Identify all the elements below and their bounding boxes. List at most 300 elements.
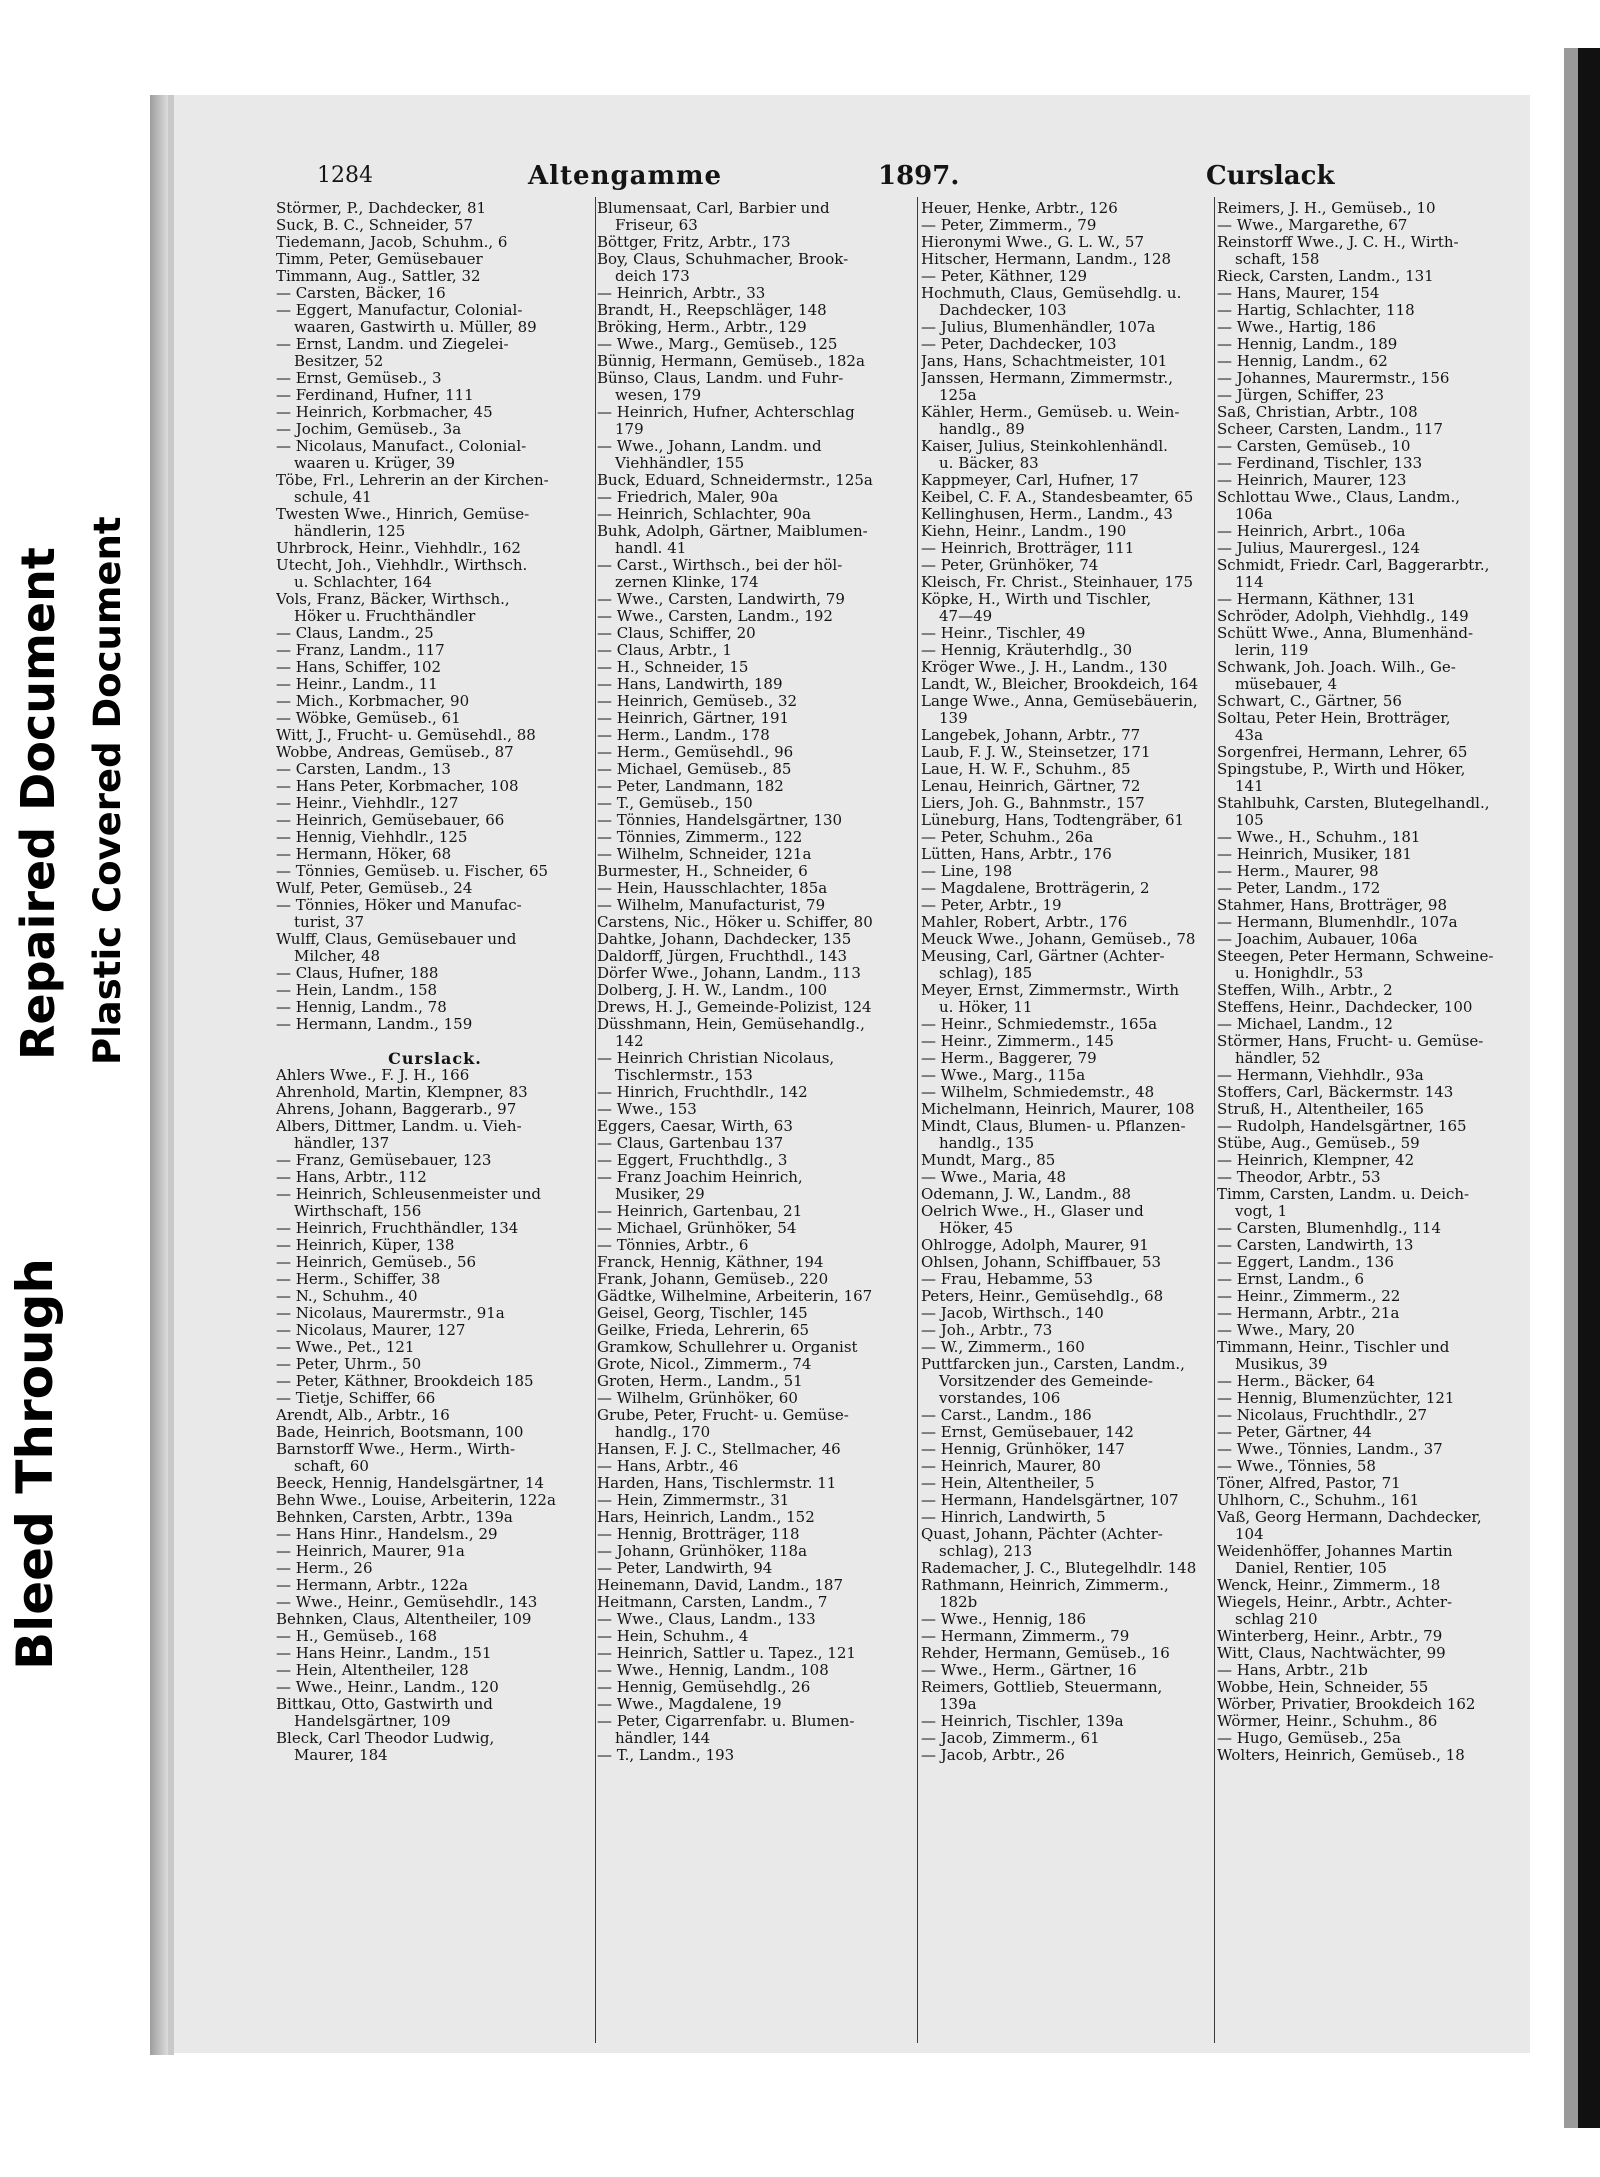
directory-entry: Höker, 45 bbox=[939, 1220, 1014, 1237]
directory-entry: handlg., 135 bbox=[939, 1135, 1035, 1152]
section-heading: Curslack. bbox=[388, 1050, 482, 1067]
directory-entry: — Hein, Landm., 158 bbox=[276, 982, 438, 999]
directory-entry: — Heinrich, Sattler u. Tapez., 121 bbox=[597, 1645, 856, 1662]
directory-entry: — Claus, Hufner, 188 bbox=[276, 965, 439, 982]
directory-entry: — Heinrich, Gemüsebauer, 66 bbox=[276, 812, 505, 829]
directory-entry: Ahrenhold, Martin, Klempner, 83 bbox=[276, 1084, 528, 1101]
directory-entry: Behnken, Carsten, Arbtr., 139a bbox=[276, 1509, 513, 1526]
directory-entry: Ohlsen, Johann, Schiffbauer, 53 bbox=[921, 1254, 1162, 1271]
column-divider bbox=[917, 197, 918, 2043]
directory-column-2 bbox=[597, 200, 915, 2040]
directory-entry: 141 bbox=[1235, 778, 1264, 795]
directory-entry: — Herm., Baggerer, 79 bbox=[921, 1050, 1097, 1067]
directory-entry: Heinemann, David, Landm., 187 bbox=[597, 1577, 844, 1594]
directory-entry: — Claus, Arbtr., 1 bbox=[597, 642, 732, 659]
directory-entry: Daldorff, Jürgen, Fruchthdl., 143 bbox=[597, 948, 848, 965]
directory-entry: — Hans Hinr., Handelsm., 29 bbox=[276, 1526, 498, 1543]
directory-entry: — Eggert, Fruchthdlg., 3 bbox=[597, 1152, 788, 1169]
directory-entry: — Julius, Blumenhändler, 107a bbox=[921, 319, 1156, 336]
directory-column-1 bbox=[276, 200, 594, 2040]
directory-entry: Lüneburg, Hans, Todtengräber, 61 bbox=[921, 812, 1185, 829]
directory-entry: — Wwe., H., Schuhm., 181 bbox=[1217, 829, 1421, 846]
directory-entry: — Heinr., Zimmerm., 22 bbox=[1217, 1288, 1401, 1305]
page-header bbox=[174, 157, 1530, 197]
directory-entry: — H., Schneider, 15 bbox=[597, 659, 749, 676]
directory-entry: — Herm., 26 bbox=[276, 1560, 373, 1577]
directory-entry: Liers, Joh. G., Bahnmstr., 157 bbox=[921, 795, 1145, 812]
directory-entry: Wulf, Peter, Gemüseb., 24 bbox=[276, 880, 473, 897]
directory-entry: 182b bbox=[939, 1594, 978, 1611]
directory-entry: Eggers, Caesar, Wirth, 63 bbox=[597, 1118, 793, 1135]
directory-entry: — Heinrich, Küper, 138 bbox=[276, 1237, 455, 1254]
directory-entry: — Wwe., Tönnies, Landm., 37 bbox=[1217, 1441, 1443, 1458]
directory-entry: — Wwe., Hartig, 186 bbox=[1217, 319, 1376, 336]
directory-entry: — Wwe., Carsten, Landwirth, 79 bbox=[597, 591, 845, 608]
directory-entry: Hansen, F. J. C., Stellmacher, 46 bbox=[597, 1441, 841, 1458]
directory-entry: Maurer, 184 bbox=[294, 1747, 388, 1764]
directory-entry: Hochmuth, Claus, Gemüsehdlg. u. bbox=[921, 285, 1182, 302]
directory-entry: Boy, Claus, Schuhmacher, Brook- bbox=[597, 251, 849, 268]
directory-entry: — Wwe., Pet., 121 bbox=[276, 1339, 415, 1356]
directory-entry: Twesten Wwe., Hinrich, Gemüse- bbox=[276, 506, 530, 523]
directory-entry: Bade, Heinrich, Bootsmann, 100 bbox=[276, 1424, 524, 1441]
directory-entry: — Wöbke, Gemüseb., 61 bbox=[276, 710, 461, 727]
directory-entry: Wenck, Heinr., Zimmerm., 18 bbox=[1217, 1577, 1441, 1594]
directory-entry: — Joh., Arbtr., 73 bbox=[921, 1322, 1053, 1339]
directory-entry: — Tönnies, Arbtr., 6 bbox=[597, 1237, 749, 1254]
directory-entry: — Wwe., Magdalene, 19 bbox=[597, 1696, 782, 1713]
directory-entry: — Franz Joachim Heinrich, bbox=[597, 1169, 803, 1186]
directory-entry: — T., Gemüseb., 150 bbox=[597, 795, 753, 812]
directory-entry: — Wwe., Hennig, 186 bbox=[921, 1611, 1087, 1628]
directory-entry: Timm, Peter, Gemüsebauer bbox=[276, 251, 483, 268]
directory-entry: waaren u. Krüger, 39 bbox=[294, 455, 456, 472]
directory-entry: — Hein, Hausschlachter, 185a bbox=[597, 880, 828, 897]
directory-entry: — Michael, Gemüseb., 85 bbox=[597, 761, 792, 778]
directory-entry: — Wwe., 153 bbox=[597, 1101, 697, 1118]
directory-entry: — Claus, Landm., 25 bbox=[276, 625, 434, 642]
directory-entry: 47—49 bbox=[939, 608, 993, 625]
directory-column-4 bbox=[1217, 200, 1529, 2040]
directory-entry: Daniel, Rentier, 105 bbox=[1235, 1560, 1387, 1577]
directory-entry: 106a bbox=[1235, 506, 1273, 523]
directory-entry: schlag 210 bbox=[1235, 1611, 1318, 1628]
directory-entry: — Carsten, Gemüseb., 10 bbox=[1217, 438, 1411, 455]
directory-entry: — Wilhelm, Schmiedemstr., 48 bbox=[921, 1084, 1155, 1101]
directory-entry: — Heinrich, Schlachter, 90a bbox=[597, 506, 811, 523]
directory-entry: Köpke, H., Wirth und Tischler, bbox=[921, 591, 1152, 608]
directory-entry: Wobbe, Andreas, Gemüseb., 87 bbox=[276, 744, 514, 761]
directory-entry: Soltau, Peter Hein, Brotträger, bbox=[1217, 710, 1451, 727]
directory-entry: — Wwe., Carsten, Landm., 192 bbox=[597, 608, 833, 625]
directory-entry: — Peter, Schuhm., 26a bbox=[921, 829, 1094, 846]
directory-entry: — Herm., Gemüsehdl., 96 bbox=[597, 744, 794, 761]
directory-entry: Reimers, Gottlieb, Steuermann, bbox=[921, 1679, 1163, 1696]
directory-entry: — Peter, Zimmerm., 79 bbox=[921, 217, 1097, 234]
directory-entry: Brandt, H., Reepschläger, 148 bbox=[597, 302, 827, 319]
directory-column-3 bbox=[921, 200, 1236, 2040]
directory-entry: Wobbe, Hein, Schneider, 55 bbox=[1217, 1679, 1429, 1696]
directory-entry: — Heinr., Tischler, 49 bbox=[921, 625, 1086, 642]
directory-entry: — Carsten, Bäcker, 16 bbox=[276, 285, 446, 302]
directory-entry: Reinstorff Wwe., J. C. H., Wirth- bbox=[1217, 234, 1459, 251]
directory-entry: — Peter, Gärtner, 44 bbox=[1217, 1424, 1372, 1441]
directory-entry: — Hennig, Grünhöker, 147 bbox=[921, 1441, 1125, 1458]
page-edge-shadow bbox=[1564, 48, 1578, 2128]
directory-entry: Milcher, 48 bbox=[294, 948, 381, 965]
directory-entry: u. Schlachter, 164 bbox=[294, 574, 432, 591]
directory-entry: 43a bbox=[1235, 727, 1264, 744]
directory-entry: Steegen, Peter Hermann, Schweine- bbox=[1217, 948, 1494, 965]
directory-entry: Janssen, Hermann, Zimmermstr., bbox=[921, 370, 1173, 387]
scanner-border bbox=[1578, 48, 1600, 2128]
directory-entry: Lenau, Heinrich, Gärtner, 72 bbox=[921, 778, 1141, 795]
directory-entry: — Heinrich, Hufner, Achterschlag bbox=[597, 404, 855, 421]
directory-entry: Vorsitzender des Gemeinde- bbox=[939, 1373, 1153, 1390]
directory-entry: Rademacher, J. C., Blutegelhdlr. 148 bbox=[921, 1560, 1197, 1577]
directory-entry: Hars, Heinrich, Landm., 152 bbox=[597, 1509, 815, 1526]
directory-entry: — Hugo, Gemüseb., 25a bbox=[1217, 1730, 1401, 1747]
directory-entry: Witt, Claus, Nachtwächter, 99 bbox=[1217, 1645, 1446, 1662]
directory-entry: — Heinrich, Maurer, 80 bbox=[921, 1458, 1101, 1475]
directory-entry: — Nicolaus, Maurermstr., 91a bbox=[276, 1305, 505, 1322]
directory-entry: — Hermann, Arbtr., 122a bbox=[276, 1577, 468, 1594]
directory-entry: Behn Wwe., Louise, Arbeiterin, 122a bbox=[276, 1492, 556, 1509]
directory-entry: Groten, Herm., Landm., 51 bbox=[597, 1373, 803, 1390]
directory-entry: — Peter, Landm., 172 bbox=[1217, 880, 1381, 897]
directory-entry: — Herm., Landm., 178 bbox=[597, 727, 770, 744]
directory-entry: — Heinrich, Gartenbau, 21 bbox=[597, 1203, 803, 1220]
directory-entry: Weidenhöffer, Johannes Martin bbox=[1217, 1543, 1453, 1560]
directory-entry: — Wwe., Margarethe, 67 bbox=[1217, 217, 1408, 234]
directory-entry: — Heinrich, Musiker, 181 bbox=[1217, 846, 1412, 863]
directory-entry: Vols, Franz, Bäcker, Wirthsch., bbox=[276, 591, 510, 608]
directory-entry: deich 173 bbox=[615, 268, 690, 285]
directory-entry: — Wwe., Marg., Gemüseb., 125 bbox=[597, 336, 838, 353]
directory-entry: Scheer, Carsten, Landm., 117 bbox=[1217, 421, 1443, 438]
directory-entry: — Hans, Landwirth, 189 bbox=[597, 676, 783, 693]
directory-entry: Spingstube, P., Wirth und Höker, bbox=[1217, 761, 1466, 778]
directory-entry: Wörber, Privatier, Brookdeich 162 bbox=[1217, 1696, 1476, 1713]
directory-entry: — Hennig, Blumenzüchter, 121 bbox=[1217, 1390, 1455, 1407]
directory-entry: — Tönnies, Höker und Manufac- bbox=[276, 897, 522, 914]
directory-entry: — Wwe., Hennig, Landm., 108 bbox=[597, 1662, 829, 1679]
directory-entry: — Wwe., Johann, Landm. und bbox=[597, 438, 822, 455]
directory-entry: Behnken, Claus, Altentheiler, 109 bbox=[276, 1611, 532, 1628]
directory-entry: zernen Klinke, 174 bbox=[615, 574, 759, 591]
directory-entry: schlag), 185 bbox=[939, 965, 1033, 982]
directory-entry: — Hennig, Gemüsehdlg., 26 bbox=[597, 1679, 811, 1696]
directory-entry: Sorgenfrei, Hermann, Lehrer, 65 bbox=[1217, 744, 1468, 761]
directory-entry: — Wwe., Claus, Landm., 133 bbox=[597, 1611, 816, 1628]
directory-entry: Frank, Johann, Gemüseb., 220 bbox=[597, 1271, 829, 1288]
directory-entry: händler, 144 bbox=[615, 1730, 711, 1747]
directory-entry: — Franz, Landm., 117 bbox=[276, 642, 445, 659]
directory-entry: schaft, 60 bbox=[294, 1458, 369, 1475]
directory-entry: — Hermann, Landm., 159 bbox=[276, 1016, 473, 1033]
directory-entry: — Heinrich, Gemüseb., 32 bbox=[597, 693, 798, 710]
directory-entry: 125a bbox=[939, 387, 977, 404]
directory-entry: — Herm., Schiffer, 38 bbox=[276, 1271, 441, 1288]
directory-entry: Wulff, Claus, Gemüsebauer und bbox=[276, 931, 517, 948]
column-divider bbox=[595, 197, 596, 2043]
directory-entry: waaren, Gastwirth u. Müller, 89 bbox=[294, 319, 537, 336]
directory-entry: Laub, F. J. W., Steinsetzer, 171 bbox=[921, 744, 1151, 761]
directory-entry: Dahtke, Johann, Dachdecker, 135 bbox=[597, 931, 852, 948]
directory-entry: — Carsten, Landwirth, 13 bbox=[1217, 1237, 1414, 1254]
directory-entry: Schwank, Joh. Joach. Wilh., Ge- bbox=[1217, 659, 1456, 676]
directory-entry: schlag), 213 bbox=[939, 1543, 1033, 1560]
directory-entry: — Eggert, Landm., 136 bbox=[1217, 1254, 1394, 1271]
directory-entry: — Heinrich, Klempner, 42 bbox=[1217, 1152, 1415, 1169]
directory-entry: Carstens, Nic., Höker u. Schiffer, 80 bbox=[597, 914, 873, 931]
directory-entry: Timm, Carsten, Landm. u. Deich- bbox=[1217, 1186, 1470, 1203]
directory-entry: — Heinrich, Arbtr., 33 bbox=[597, 285, 766, 302]
directory-entry: Gädtke, Wilhelmine, Arbeiterin, 167 bbox=[597, 1288, 873, 1305]
directory-entry: — Nicolaus, Maurer, 127 bbox=[276, 1322, 466, 1339]
directory-entry: — Line, 198 bbox=[921, 863, 1013, 880]
directory-entry: — Hans, Arbtr., 46 bbox=[597, 1458, 739, 1475]
directory-entry: Musiker, 29 bbox=[615, 1186, 705, 1203]
directory-entry: Lange Wwe., Anna, Gemüsebäuerin, bbox=[921, 693, 1198, 710]
directory-entry: Ohlrogge, Adolph, Maurer, 91 bbox=[921, 1237, 1149, 1254]
directory-entry: handlg., 170 bbox=[615, 1424, 711, 1441]
directory-entry: Bröking, Herm., Arbtr., 129 bbox=[597, 319, 807, 336]
directory-entry: — Heinr., Landm., 11 bbox=[276, 676, 438, 693]
directory-entry: u. Bäcker, 83 bbox=[939, 455, 1039, 472]
directory-entry: Handelsgärtner, 109 bbox=[294, 1713, 451, 1730]
directory-entry: Bünnig, Hermann, Gemüseb., 182a bbox=[597, 353, 865, 370]
directory-entry: Uhlhorn, C., Schuhm., 161 bbox=[1217, 1492, 1420, 1509]
directory-entry: Laue, H. W. F., Schuhm., 85 bbox=[921, 761, 1131, 778]
directory-entry: — Jacob, Wirthsch., 140 bbox=[921, 1305, 1104, 1322]
directory-entry: — Hennig, Brotträger, 118 bbox=[597, 1526, 800, 1543]
directory-entry: — Wilhelm, Schneider, 121a bbox=[597, 846, 812, 863]
directory-entry: Kiehn, Heinr., Landm., 190 bbox=[921, 523, 1127, 540]
directory-entry: — Johann, Grünhöker, 118a bbox=[597, 1543, 808, 1560]
directory-entry: Wirthschaft, 156 bbox=[294, 1203, 422, 1220]
directory-entry: — Nicolaus, Fruchthdlr., 27 bbox=[1217, 1407, 1428, 1424]
directory-entry: — Rudolph, Handelsgärtner, 165 bbox=[1217, 1118, 1467, 1135]
directory-entry: Bleck, Carl Theodor Ludwig, bbox=[276, 1730, 495, 1747]
page-title-right: Curslack bbox=[1206, 161, 1335, 191]
directory-entry: — Claus, Schiffer, 20 bbox=[597, 625, 756, 642]
directory-entry: Vaß, Georg Hermann, Dachdecker, bbox=[1217, 1509, 1482, 1526]
page-title-left: Altengamme bbox=[528, 161, 723, 191]
directory-entry: turist, 37 bbox=[294, 914, 365, 931]
directory-entry: Schwart, C., Gärtner, 56 bbox=[1217, 693, 1402, 710]
directory-entry: — Heinrich, Gärtner, 191 bbox=[597, 710, 790, 727]
directory-entry: 179 bbox=[615, 421, 644, 438]
directory-entry: Mindt, Claus, Blumen- u. Pflanzen- bbox=[921, 1118, 1186, 1135]
directory-entry: — Tönnies, Zimmerm., 122 bbox=[597, 829, 803, 846]
directory-entry: Töner, Alfred, Pastor, 71 bbox=[1217, 1475, 1401, 1492]
directory-entry: — Hans, Maurer, 154 bbox=[1217, 285, 1380, 302]
directory-entry: — Jochim, Gemüseb., 3a bbox=[276, 421, 462, 438]
directory-entry: Steffens, Heinr., Dachdecker, 100 bbox=[1217, 999, 1473, 1016]
directory-entry: — T., Landm., 193 bbox=[597, 1747, 735, 1764]
directory-entry: Kröger Wwe., J. H., Landm., 130 bbox=[921, 659, 1168, 676]
directory-entry: händlerin, 125 bbox=[294, 523, 406, 540]
directory-entry: Utecht, Joh., Viehhdlr., Wirthsch. bbox=[276, 557, 528, 574]
directory-entry: Grube, Peter, Frucht- u. Gemüse- bbox=[597, 1407, 849, 1424]
directory-entry: — Carsten, Blumenhdlg., 114 bbox=[1217, 1220, 1441, 1237]
directory-entry: — Jacob, Zimmerm., 61 bbox=[921, 1730, 1100, 1747]
page-number: 1284 bbox=[317, 163, 373, 188]
directory-entry: — Heinrich Christian Nicolaus, bbox=[597, 1050, 835, 1067]
directory-entry: Kellinghusen, Herm., Landm., 43 bbox=[921, 506, 1173, 523]
directory-entry: 105 bbox=[1235, 812, 1264, 829]
directory-entry: Dolberg, J. H. W., Landm., 100 bbox=[597, 982, 828, 999]
directory-entry: — Peter, Landmann, 182 bbox=[597, 778, 784, 795]
directory-entry: — Heinrich, Tischler, 139a bbox=[921, 1713, 1124, 1730]
directory-entry: Schütt Wwe., Anna, Blumenhänd- bbox=[1217, 625, 1474, 642]
directory-entry: Mahler, Robert, Arbtr., 176 bbox=[921, 914, 1128, 931]
directory-entry: — Heinr., Schmiedemstr., 165a bbox=[921, 1016, 1158, 1033]
directory-entry: Witt, J., Frucht- u. Gemüsehdl., 88 bbox=[276, 727, 536, 744]
directory-entry: — Peter, Landwirth, 94 bbox=[597, 1560, 773, 1577]
directory-entry: Lütten, Hans, Arbtr., 176 bbox=[921, 846, 1112, 863]
directory-entry: u. Höker, 11 bbox=[939, 999, 1033, 1016]
directory-entry: — Hein, Altentheiler, 5 bbox=[921, 1475, 1095, 1492]
page-year: 1897. bbox=[878, 161, 960, 191]
directory-entry: Stahlbuhk, Carsten, Blutegelhandl., bbox=[1217, 795, 1490, 812]
directory-entry: — Magdalene, Brotträgerin, 2 bbox=[921, 880, 1150, 897]
directory-entry: — Hermann, Blumenhdlr., 107a bbox=[1217, 914, 1458, 931]
directory-entry: vogt, 1 bbox=[1235, 1203, 1288, 1220]
directory-entry: Störmer, Hans, Frucht- u. Gemüse- bbox=[1217, 1033, 1484, 1050]
directory-entry: Meuck Wwe., Johann, Gemüseb., 78 bbox=[921, 931, 1196, 948]
directory-entry: Stahmer, Hans, Brotträger, 98 bbox=[1217, 897, 1448, 914]
directory-entry: Stoffers, Carl, Bäckermstr. 143 bbox=[1217, 1084, 1454, 1101]
directory-entry: — Michael, Grünhöker, 54 bbox=[597, 1220, 797, 1237]
directory-entry: Tiedemann, Jacob, Schuhm., 6 bbox=[276, 234, 508, 251]
directory-entry: — Heinr., Viehhdlr., 127 bbox=[276, 795, 459, 812]
directory-entry: — Hennig, Landm., 78 bbox=[276, 999, 447, 1016]
directory-entry: händler, 137 bbox=[294, 1135, 390, 1152]
directory-entry: Meyer, Ernst, Zimmermstr., Wirth bbox=[921, 982, 1179, 999]
directory-entry: — Friedrich, Maler, 90a bbox=[597, 489, 779, 506]
directory-entry: Buck, Eduard, Schneidermstr., 125a bbox=[597, 472, 873, 489]
directory-entry: wesen, 179 bbox=[615, 387, 702, 404]
directory-entry: schaft, 158 bbox=[1235, 251, 1320, 268]
directory-entry: Bünso, Claus, Landm. und Fuhr- bbox=[597, 370, 844, 387]
directory-entry: — Heinrich, Fruchthändler, 134 bbox=[276, 1220, 519, 1237]
directory-entry: — Peter, Dachdecker, 103 bbox=[921, 336, 1117, 353]
directory-entry: Gramkow, Schullehrer u. Organist bbox=[597, 1339, 858, 1356]
directory-entry: — Hans Heinr., Landm., 151 bbox=[276, 1645, 492, 1662]
directory-entry: — Jacob, Arbtr., 26 bbox=[921, 1747, 1065, 1764]
directory-entry: — Hinrich, Landwirth, 5 bbox=[921, 1509, 1106, 1526]
directory-entry: — Wwe., Maria, 48 bbox=[921, 1169, 1067, 1186]
directory-entry: — Nicolaus, Manufact., Colonial- bbox=[276, 438, 527, 455]
directory-entry: Friseur, 63 bbox=[615, 217, 698, 234]
directory-entry: — Hans, Arbtr., 21b bbox=[1217, 1662, 1368, 1679]
directory-entry: Dachdecker, 103 bbox=[939, 302, 1067, 319]
directory-entry: Meusing, Carl, Gärtner (Achter- bbox=[921, 948, 1165, 965]
directory-entry: — Ferdinand, Hufner, 111 bbox=[276, 387, 474, 404]
directory-entry: Saß, Christian, Arbtr., 108 bbox=[1217, 404, 1418, 421]
directory-entry: müsebauer, 4 bbox=[1235, 676, 1338, 693]
directory-entry: Mundt, Marg., 85 bbox=[921, 1152, 1056, 1169]
directory-entry: — Wwe., Mary, 20 bbox=[1217, 1322, 1355, 1339]
directory-entry: Langebek, Johann, Arbtr., 77 bbox=[921, 727, 1141, 744]
directory-entry: Bittkau, Otto, Gastwirth und bbox=[276, 1696, 493, 1713]
directory-entry: — Hinrich, Fruchthdlr., 142 bbox=[597, 1084, 808, 1101]
directory-entry: vorstandes, 106 bbox=[939, 1390, 1061, 1407]
directory-entry: — Peter, Uhrm., 50 bbox=[276, 1356, 422, 1373]
directory-entry: — Wilhelm, Grünhöker, 60 bbox=[597, 1390, 798, 1407]
directory-entry: Stübe, Aug., Gemüseb., 59 bbox=[1217, 1135, 1420, 1152]
directory-entry: — Ernst, Gemüsebauer, 142 bbox=[921, 1424, 1134, 1441]
directory-entry: — Carst., Wirthsch., bei der höl- bbox=[597, 557, 843, 574]
directory-entry: Struß, H., Altentheiler, 165 bbox=[1217, 1101, 1424, 1118]
directory-entry: Quast, Johann, Pächter (Achter- bbox=[921, 1526, 1163, 1543]
directory-entry: — Tietje, Schiffer, 66 bbox=[276, 1390, 436, 1407]
directory-entry: Schmidt, Friedr. Carl, Baggerarbtr., bbox=[1217, 557, 1490, 574]
directory-entry: Puttfarcken jun., Carsten, Landm., bbox=[921, 1356, 1185, 1373]
directory-entry: — Peter, Käthner, Brookdeich 185 bbox=[276, 1373, 534, 1390]
directory-entry: Ahrens, Johann, Baggerarb., 97 bbox=[276, 1101, 517, 1118]
directory-entry: handl. 41 bbox=[615, 540, 687, 557]
directory-entry: — W., Zimmerm., 160 bbox=[921, 1339, 1085, 1356]
directory-entry: Kaiser, Julius, Steinkohlenhändl. bbox=[921, 438, 1168, 455]
directory-entry: schule, 41 bbox=[294, 489, 372, 506]
directory-entry: — Tönnies, Gemüseb. u. Fischer, 65 bbox=[276, 863, 549, 880]
binding-shadow bbox=[150, 95, 168, 2055]
directory-entry: — Hermann, Viehhdlr., 93a bbox=[1217, 1067, 1424, 1084]
directory-entry: 142 bbox=[615, 1033, 644, 1050]
directory-entry: 104 bbox=[1235, 1526, 1264, 1543]
directory-entry: Geisel, Georg, Tischler, 145 bbox=[597, 1305, 808, 1322]
directory-entry: Wörmer, Heinr., Schuhm., 86 bbox=[1217, 1713, 1438, 1730]
directory-entry: — Heinr., Zimmerm., 145 bbox=[921, 1033, 1114, 1050]
directory-entry: — Wilhelm, Manufacturist, 79 bbox=[597, 897, 826, 914]
directory-entry: Tischlermstr., 153 bbox=[615, 1067, 753, 1084]
directory-entry: — Hans, Arbtr., 112 bbox=[276, 1169, 427, 1186]
directory-entry: — Frau, Hebamme, 53 bbox=[921, 1271, 1093, 1288]
directory-entry: — Wwe., Tönnies, 58 bbox=[1217, 1458, 1376, 1475]
directory-entry: — Peter, Arbtr., 19 bbox=[921, 897, 1062, 914]
directory-page bbox=[174, 95, 1530, 2053]
directory-entry: u. Honighdlr., 53 bbox=[1235, 965, 1364, 982]
directory-entry: Heuer, Henke, Arbtr., 126 bbox=[921, 200, 1118, 217]
directory-entry: — Herm., Bäcker, 64 bbox=[1217, 1373, 1375, 1390]
directory-entry: — Heinrich, Arbrt., 106a bbox=[1217, 523, 1406, 540]
directory-entry: Hitscher, Hermann, Landm., 128 bbox=[921, 251, 1172, 268]
directory-entry: — Wwe., Heinr., Gemüsehdlr., 143 bbox=[276, 1594, 538, 1611]
directory-entry: handlg., 89 bbox=[939, 421, 1025, 438]
directory-entry: — Eggert, Manufactur, Colonial- bbox=[276, 302, 523, 319]
directory-entry: — Hennig, Kräuterhdlg., 30 bbox=[921, 642, 1133, 659]
directory-entry: — Hans, Schiffer, 102 bbox=[276, 659, 442, 676]
directory-entry: — Peter, Cigarrenfabr. u. Blumen- bbox=[597, 1713, 855, 1730]
directory-entry bbox=[276, 1033, 594, 1050]
directory-entry: Reimers, J. H., Gemüseb., 10 bbox=[1217, 200, 1436, 217]
directory-entry: Schröder, Adolph, Viehhdlg., 149 bbox=[1217, 608, 1469, 625]
directory-entry: Buhk, Adolph, Gärtner, Maiblumen- bbox=[597, 523, 868, 540]
directory-entry: Uhrbrock, Heinr., Viehhdlr., 162 bbox=[276, 540, 521, 557]
directory-entry: Blumensaat, Carl, Barbier und bbox=[597, 200, 830, 217]
directory-entry: — Hans Peter, Korbmacher, 108 bbox=[276, 778, 519, 795]
directory-entry: — Heinrich, Maurer, 91a bbox=[276, 1543, 465, 1560]
directory-entry: Rehder, Hermann, Gemüseb., 16 bbox=[921, 1645, 1170, 1662]
directory-entry: — Hein, Schuhm., 4 bbox=[597, 1628, 749, 1645]
directory-entry: Störmer, P., Dachdecker, 81 bbox=[276, 200, 487, 217]
directory-entry: — Hennig, Viehhdlr., 125 bbox=[276, 829, 468, 846]
directory-entry: Grote, Nicol., Zimmerm., 74 bbox=[597, 1356, 812, 1373]
directory-entry: — N., Schuhm., 40 bbox=[276, 1288, 418, 1305]
